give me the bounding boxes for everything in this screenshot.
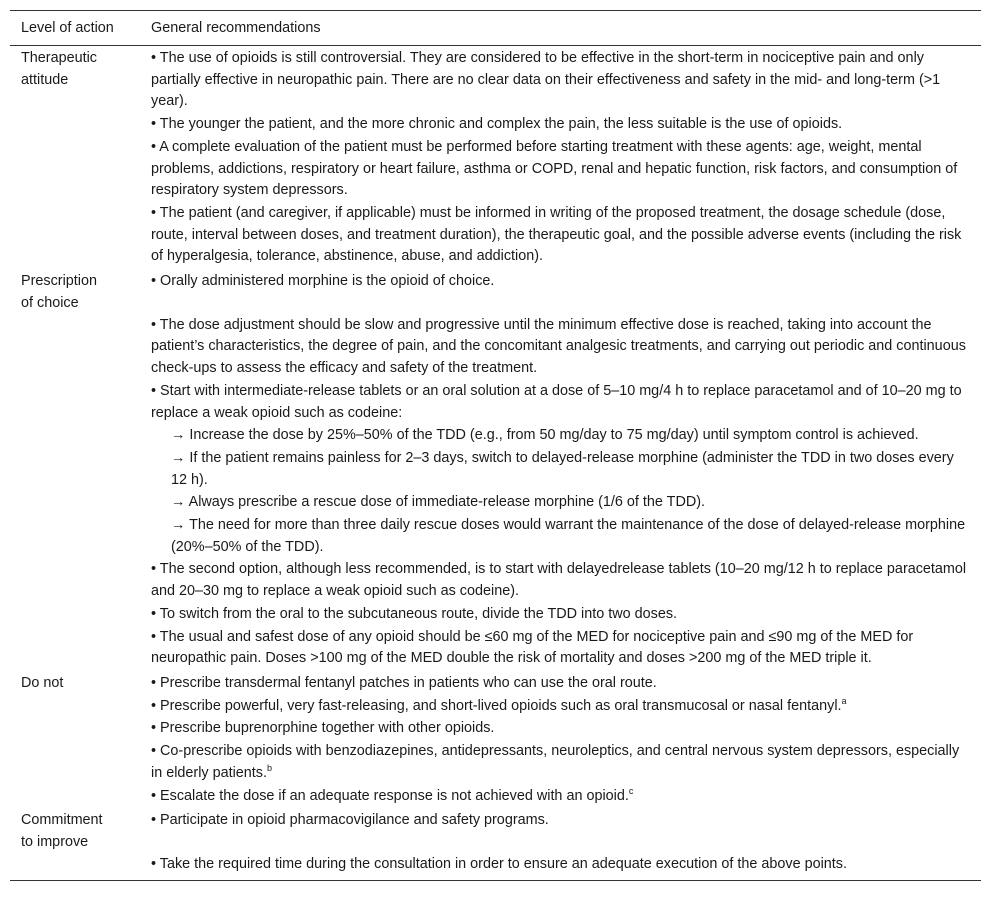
table-header [10, 10, 981, 46]
table-row-prescription-of-choice [10, 269, 981, 671]
recommendation-text: • Escalate the dose if an adequate response is not achieved with an opioid. [151, 787, 629, 804]
row-label [10, 808, 140, 876]
row-label [10, 46, 140, 269]
recommendation-item: • Prescribe transdermal fentanyl patches in patients who can use the oral route. [151, 674, 657, 691]
table-row-therapeutic-attitude [10, 46, 981, 269]
row-recommendations [140, 269, 981, 671]
recommendation-item: • The use of opioids is still controversial. They are considered to be effective in the short-term in nociceptive pain and only partially effective in neuropathic pain. There are no clear data on their effectiveness and safety in the mid- and long-term (>1 year). [151, 50, 941, 110]
row-label-line: to improve [21, 833, 89, 850]
recommendation-text: • Prescribe powerful, very fast-releasing, and short-lived opioids such as oral transmucosal or nasal fentanyl. [151, 697, 842, 714]
row-label-line: Do not [21, 674, 64, 691]
footnote-marker: c [628, 785, 634, 796]
recommendation-item: • Orally administered morphine is the opioid of choice. [151, 273, 495, 290]
recommendations-table [10, 10, 981, 881]
recommendation-item: • The second option, although less recommended, is to start with delayedrelease tablets (10–20 mg/12 h to replace paracetamol and 20–30 mg to replace a weak opioid such as codeine). [151, 561, 967, 600]
row-label-line: Prescription [21, 273, 97, 290]
recommendation-item: • A complete evaluation of the patient must be performed before starting treatment with these agents: age, weight, mental problems, addictions, respiratory or heart failure, asthma or COPD, renal and hepatic function, risk factors, and consumption of respiratory system depressors. [151, 138, 958, 199]
recommendation-subitem: → The need for more than three daily rescue doses would warrant the maintenance of the dose of delayed-release morphine (20%–50% of the TDD). [171, 517, 966, 555]
recommendation-item: • The dose adjustment should be slow and progressive until the minimum effective dose is reached, taking into account the patient’s characteristics, the degree of pain, and the concomitant analgesic treatments, and carrying out periodic and continuous check-ups to assess the efficacy and safety of the treatment. [151, 316, 966, 377]
row-recommendations [140, 808, 981, 876]
header-general-recommendations: General recommendations [151, 20, 321, 36]
row-recommendations [140, 46, 981, 269]
recommendation-subitem: → If the patient remains painless for 2–3 days, switch to delayed-release morphine (administer the TDD in two doses every 12 h). [171, 449, 954, 488]
recommendation-item: • The younger the patient, and the more chronic and complex the pain, the less suitable is the use of opioids. [151, 116, 843, 133]
recommendation-item: • To switch from the oral to the subcutaneous route, divide the TDD into two doses. [151, 605, 678, 622]
recommendation-item: • Participate in opioid pharmacovigilance and safety programs. [151, 812, 549, 829]
recommendation-text: • Co-prescribe opioids with benzodiazepines, antidepressants, neuroleptics, and central nervous system depressors, especially in elderly patients. [151, 743, 960, 781]
recommendation-item: • Prescribe buprenorphine together with other opioids. [151, 720, 495, 737]
header-level-of-action: Level of action [21, 20, 114, 36]
recommendation-subitem: → Always prescribe a rescue dose of immediate-release morphine (1/6 of the TDD). [171, 494, 706, 511]
row-recommendations [140, 671, 981, 808]
table-row-do-not [10, 671, 981, 808]
recommendation-item: • The usual and safest dose of any opioid should be ≤60 mg of the MED for nociceptive pain and ≤90 mg of the MED for neuropathic pain. Doses >100 mg of the MED double the risk of mortality and doses >200 mg of the MED triple it. [151, 628, 914, 667]
row-label-line: attitude [21, 71, 69, 88]
recommendation-subitem: → Increase the dose by 25%–50% of the TDD (e.g., from 50 mg/day to 75 mg/day) until symptom control is achieved. [171, 427, 919, 444]
table-row-commitment-to-improve [10, 808, 981, 880]
footnote-marker: b [267, 763, 273, 773]
row-label [10, 269, 140, 671]
row-label [10, 671, 140, 808]
recommendation-item [151, 786, 973, 808]
recommendation-item [151, 741, 973, 784]
footnote-marker: a [841, 695, 847, 706]
recommendation-item: • Take the required time during the consultation in order to ensure an adequate execution of the above points. [151, 855, 847, 872]
recommendation-item: • The patient (and caregiver, if applicable) must be informed in writing of the proposed treatment, the dosage schedule (dose, route, interval between doses, and treatment duration), the therapeutic goal, and the possible adverse events (including the risk of hyperalgesia, tolerance, abstinence, abuse, and addiction). [151, 204, 962, 265]
row-label-line: of choice [21, 294, 79, 311]
recommendation-item [151, 696, 973, 718]
row-label-line: Commitment [21, 812, 103, 829]
recommendation-item: • Start with intermediate-release tablets or an oral solution at a dose of 5–10 mg/4 h to replace paracetamol and of 10–20 mg to replace a weak opioid such as codeine: [151, 382, 962, 421]
row-label-line: Therapeutic [21, 50, 97, 66]
